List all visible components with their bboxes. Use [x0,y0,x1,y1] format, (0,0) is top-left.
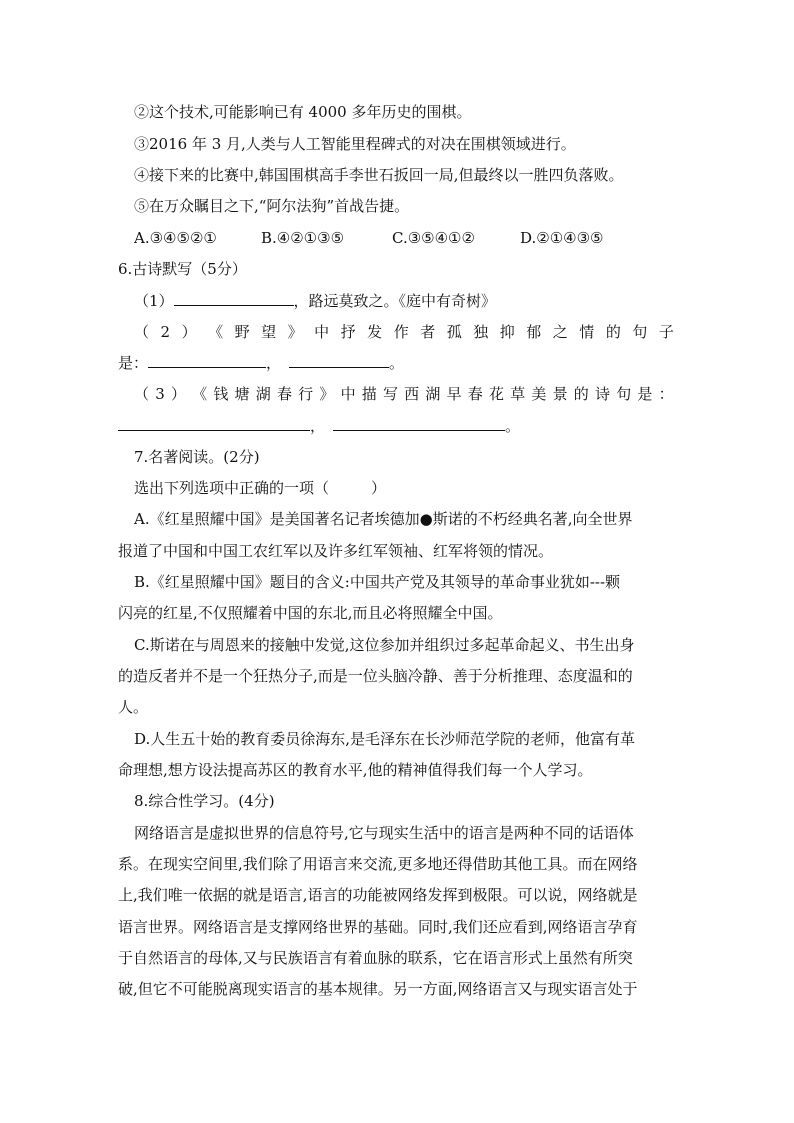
q6-p1-suffix: ，路远莫致之。《庭中有奇树》 [293,292,497,310]
q7-option-c-line-1: C.斯诺在与周恩来的接触中发觉,这位参加并组织过多起革命起义、书生出身 [134,636,635,654]
q6-part-3-line-1: （ 3 ） 《 钱 塘 湖 春 行 》 中 描 写 西 湖 早 春 花 草 美 景 的 诗 句 是 ： [134,385,674,403]
q8-paragraph-line-5: 于自然语言的母体,又与民族语言有着血脉的联系，它在语言形式上虽然有所突 [118,949,633,967]
q6-part-1 [134,291,496,311]
q8-paragraph-line-6: 破,但它不可能脱离现实语言的基本规律。另一方面,网络语言又与现实语言处于 [118,980,638,998]
q5-option-d: D.②①④③⑤ [520,229,604,247]
q7-prompt-close: ） [371,479,387,497]
q6-p2-mid: ， [266,354,282,372]
q7-option-d-line-1: D.人生五十始的教育委员徐海东,是毛泽东在长沙师范学院的老师，他富有革 [134,730,636,748]
q7-prompt-text: 选出下列选项中正确的一项（ [134,479,330,497]
q6-blank-4 [118,416,310,431]
q8-title: 8.综合性学习。(4分) [134,792,275,810]
q8-paragraph-line-4: 语言世界。网络语言是支撑网络世界的基础。同时,我们还应看到,网络语言孕育 [118,918,638,936]
q6-part-3-line-2 [118,416,520,436]
q7-prompt [134,478,386,498]
q6-blank-2 [148,353,266,368]
q6-p3-mid: ， [310,417,326,435]
q8-paragraph-line-1: 网络语言是虚拟世界的信息符号,它与现实生活中的语言是两种不同的话语体 [134,824,634,842]
q7-option-c-line-2: 的造反者并不是一个狂热分子,而是一位头脑冷静、善于分析推理、态度温和的 [118,667,633,685]
q7-option-c-line-3: 人。 [118,698,149,716]
q6-blank-1 [174,291,294,306]
q6-part-2-line-1: （ 2 ） 《 野 望 》 中 抒 发 作 者 孤 独 抑 郁 之 情 的 句 子 [134,323,674,341]
q7-option-a-line-1: A.《红星照耀中国》是美国著名记者埃德加●斯诺的不朽经典名著,向全世界 [134,510,633,528]
q8-paragraph-line-2: 系。在现实空间里,我们除了用语言来交流,更多地还得借助其他工具。而在网络 [118,855,638,873]
q5-options [134,228,604,248]
q8-paragraph-line-3: 上,我们唯一依据的就是语言,语言的功能被网络发挥到极限。可以说，网络就是 [118,886,638,904]
q7-option-a-line-2: 报道了中国和中国工农红军以及许多红军领袖、红军将领的情况。 [118,542,554,560]
q7-option-b-line-2: 闪亮的红星,不仅照耀着中国的东北,而且必将照耀全中国。 [118,604,503,622]
q7-option-b-line-1: B.《红星照耀中国》题目的含义:中国共产党及其领导的革命事业犹如---颗 [134,573,621,591]
q5-sentence-4: ④接下来的比赛中,韩国围棋高手李世石扳回一局,但最终以一胜四负落败。 [134,166,624,184]
q5-sentence-3: ③2016 年 3 月,人类与人工智能里程碑式的对决在围棋领域进行。 [134,135,576,153]
q6-blank-5 [333,416,505,431]
q7-title: 7.名著阅读。(2分) [134,448,260,466]
q5-option-c: C.③⑤④①② [392,229,475,247]
q5-sentence-2: ②这个技术,可能影响已有 4000 多年历史的围棋。 [134,103,472,121]
q6-p3-end: 。 [505,417,521,435]
q5-option-b: B.④②①③⑤ [261,229,345,247]
q5-option-a: A.③④⑤②① [134,229,217,247]
q6-p2-end: 。 [389,354,405,372]
q6-title: 6.古诗默写（5分） [118,260,247,278]
q5-sentence-5: ⑤在万众瞩目之下,“阿尔法狗”首战告捷。 [134,197,410,215]
q6-blank-3 [289,353,389,368]
q6-p1-prefix: （1） [134,292,174,310]
q6-part-2-line-2 [118,353,404,373]
q6-p2-prefix: 是： [118,354,149,372]
q7-option-d-line-2: 命理想,想方设法提高苏区的教育水平,他的精神值得我们每一个人学习。 [118,761,593,779]
